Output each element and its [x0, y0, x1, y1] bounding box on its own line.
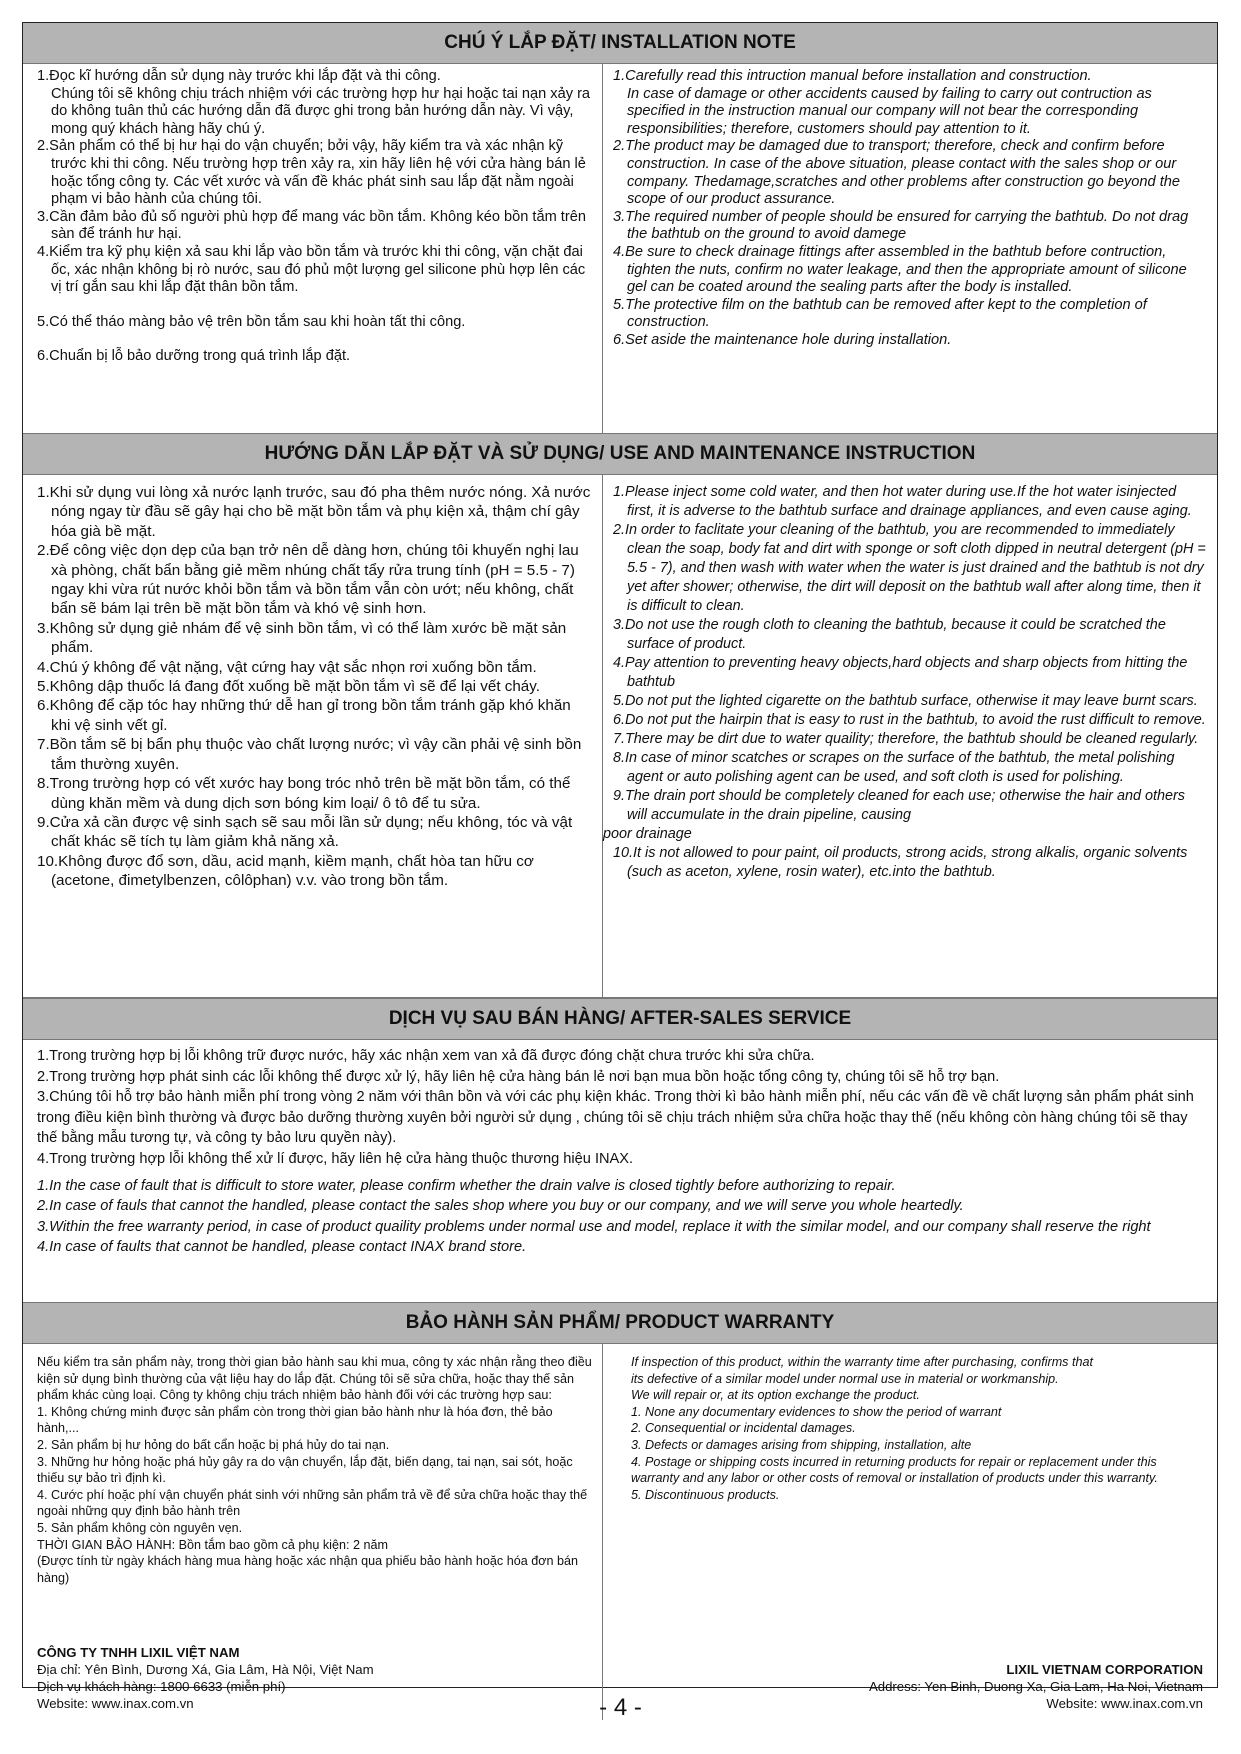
- service-vi-item: 1.Trong trường hợp bị lỗi không trữ được nước, hãy xác nhận xem van xả đã được đóng chặt chưa trước khi sửa chữa.: [37, 1048, 815, 1064]
- maintenance-en-item: 3.Do not use the rough cloth to cleaning the bathtub, because it could be scratched the surface of product.: [613, 617, 1166, 652]
- warranty-vi-item: 1. Không chứng minh được sản phẩm còn trong thời gian bảo hành như là hóa đơn, thẻ bảo hành,...: [37, 1404, 553, 1436]
- service-en-item: 4.In case of faults that cannot be handled, please contact INAX brand store.: [37, 1239, 527, 1256]
- warranty-section: [23, 1344, 1217, 1720]
- installation-en-item: 6.Set aside the maintenance hole during installation.: [613, 331, 952, 348]
- installation-en-item: 2.The product may be damaged due to transport; therefore, check and confirm before construction. In case of the above situation, please contact with the sales shop or our company. Thedamage,scratches and other problems after construction go beyond the scope of our product assurance.: [613, 138, 1180, 208]
- en-company-address: Address: Yen Binh, Duong Xa, Gia Lam, Ha Noi, Vietnam: [868, 1679, 1203, 1694]
- service-en-item: 3.Within the free warranty period, in case of product quaility problems under normal use and model, replace it with the similar model, and our company shall reserve the right: [37, 1218, 1151, 1235]
- maintenance-vi: [23, 475, 603, 997]
- installation-note-vi: [23, 64, 603, 433]
- maintenance-header: HƯỚNG DẪN LẮP ĐẶT VÀ SỬ DỤNG/ USE AND MAINTENANCE INSTRUCTION: [23, 434, 1217, 475]
- en-company-website: Website: www.inax.com.vn: [1046, 1696, 1203, 1711]
- maintenance-en-item: 5.Do not put the lighted cigarette on the bathtub surface, otherwise it may leave burnt scars.: [613, 693, 1198, 709]
- warranty-vi-item: 4. Cước phí hoặc phí vận chuyển phát sinh với những sản phẩm trả về để sửa chữa hoặc thay thế ngoài những quy định bảo hành trên: [37, 1487, 588, 1519]
- installation-vi-item: 2.Sản phẩm có thể bị hư hại do vận chuyển; bởi vậy, hãy kiểm tra và xác nhận kỹ trước khi thi công. Nếu trường hợp trên xảy ra, xin hãy liên hệ với cửa hàng bán lẻ hoặc tổng công ty. Các vết xước và vấn đề khác phát sinh sau lắp đặt nằm ngoài phạm vi bảo hành của chúng tôi.: [37, 138, 586, 208]
- installation-vi-item: 1.Đọc kĩ hướng dẫn sử dụng này trước khi lắp đặt và thi công.: [37, 68, 441, 84]
- warranty-note: (Được tính từ ngày khách hàng mua hàng hoặc xác nhận qua phiếu bảo hành hoặc hóa đơn bán hàng): [37, 1554, 579, 1585]
- warranty-en-item: 1. None any documentary evidences to show the period of warrant: [631, 1404, 1002, 1419]
- warranty-vi-item: 5. Sản phẩm không còn nguyên vẹn.: [37, 1520, 243, 1535]
- maintenance-en-item: 7.There may be dirt due to water quaility; therefore, the bathtub should be cleaned regularly.: [613, 731, 1199, 747]
- installation-vi-item: 3.Cần đảm bảo đủ số người phù hợp để mang vác bồn tắm. Không kéo bồn tắm trên sàn để tránh hư hại.: [37, 208, 586, 243]
- after-sales-section: [23, 1040, 1217, 1303]
- maintenance-vi-item: 6.Không để cặp tóc hay những thứ dễ han gỉ trong bồn tắm tránh gặp khó khăn khi vệ sinh vết gỉ.: [37, 697, 571, 734]
- service-vi-item: 4.Trong trường hợp lỗi không thể xử lí được, hãy liên hệ cửa hàng thuộc thương hiệu INAX.: [37, 1150, 634, 1167]
- installation-en-item: 3.The required number of people should be ensured for carrying the bathtub. Do not drag the bathtub on the ground to avoid damege: [613, 208, 1189, 243]
- warranty-en-intro: its defective of a similar model under normal use in material or workmanship.: [631, 1371, 1059, 1386]
- maintenance-vi-item: 3.Không sử dụng giẻ nhám để vệ sinh bồn tắm, vì có thể làm xước bề mặt sản phẩm.: [37, 619, 567, 657]
- en-company-name: LIXIL VIETNAM CORPORATION: [1006, 1662, 1203, 1677]
- manual-page: [22, 22, 1218, 1711]
- service-vi-item: 3.Chúng tôi hỗ trợ bảo hành miễn phí trong vòng 2 năm với thân bồn và với các phụ kiện khác. Trong thời kì bảo hành miễn phí, nếu các vấn đề về chất lượng sản phẩm phát sinh trong điều kiện bình thường và được bảo dưỡng thường xuyên bởi người sử dụng , chúng tôi sẽ chịu trách nhiệm sửa chữa hoặc thay thế (nếu không còn hàng chúng tôi sẽ thay thế bằng mẫu tương tự, và công ty bảo lưu quyền này).: [37, 1089, 1194, 1147]
- warranty-header: BẢO HÀNH SẢN PHẨM/ PRODUCT WARRANTY: [23, 1303, 1217, 1344]
- installation-note-header: CHÚ Ý LẮP ĐẶT/ INSTALLATION NOTE: [23, 23, 1217, 64]
- warranty-vi: [23, 1344, 603, 1720]
- warranty-en-intro: We will repair or, at its option exchange the product.: [631, 1388, 920, 1403]
- page-number: - 4 -: [599, 1694, 642, 1721]
- installation-vi-item: 5.Có thể tháo màng bảo vệ trên bồn tắm sau khi hoàn tất thi công.: [37, 313, 466, 330]
- maintenance-en-item: 1.Please inject some cold water, and then hot water during use.If the hot water isinjected first, it is adverse to the bathtub surface and drainage appliances, and even cause aging.: [613, 484, 1192, 519]
- service-vi-item: 2.Trong trường hợp phát sinh các lỗi không thể được xử lý, hãy liên hệ cửa hàng bán lẻ nơi bạn mua bồn hoặc tổng công ty, chúng tôi sẽ hỗ trợ bạn.: [37, 1068, 1000, 1085]
- after-sales-header: DỊCH VỤ SAU BÁN HÀNG/ AFTER-SALES SERVICE: [23, 998, 1217, 1040]
- installation-en-item: 4.Be sure to check drainage fittings after assembled in the bathtub before contruction, tighten the nuts, confirm no water leakage, and then the appropriate amount of silicone gel can be coated around the sealing parts after the body is installed.: [613, 243, 1187, 296]
- installation-note-section: [23, 64, 1217, 434]
- installation-en-item: 5.The protective film on the bathtub can be removed after kept to the completion of construction.: [613, 296, 1147, 331]
- maintenance-vi-item: 10.Không được đổ sơn, dầu, acid mạnh, kiềm mạnh, chất hòa tan hữu cơ (acetone, đimetylbenzen, côlôphan) v.v. vào trong bồn tắm.: [37, 852, 534, 890]
- vi-company-address: Địa chỉ: Yên Bình, Dương Xá, Gia Lâm, Hà Nội, Việt Nam: [37, 1662, 374, 1677]
- service-en-item: 2.In case of fauls that cannot the handled, please contact the sales shop where you buy or our company, and we will serve you whole heartedly.: [37, 1198, 964, 1215]
- warranty-en: [603, 1344, 1217, 1720]
- warranty-vi-item: 2. Sản phẩm bị hư hỏng do bất cẩn hoặc bị phá hủy do tai nạn.: [37, 1437, 390, 1452]
- vi-company-service: Dịch vụ khách hàng: 1800 6633 (miễn phí): [37, 1679, 286, 1694]
- maintenance-vi-item: 1.Khi sử dụng vui lòng xả nước lạnh trước, sau đó pha thêm nước nóng. Xả nước nóng ngay từ đầu sẽ gây hại cho bề mặt bồn tắm và phụ kiện xả, thậm chí gây hóa già bề mặt.: [37, 484, 591, 540]
- warranty-period: THỜI GIAN BẢO HÀNH: Bồn tắm bao gồm cả phụ kiện: 2 năm: [37, 1537, 388, 1552]
- maintenance-en-item: poor drainage: [603, 826, 692, 842]
- warranty-en-item: 5. Discontinuous products.: [631, 1487, 780, 1502]
- installation-vi-item: Chúng tôi sẽ không chịu trách nhiệm với các trường hợp hư hại hoặc tai nạn xảy ra do không tuân thủ các hướng dẫn đã được ghi trong bản hướng dẫn này. Vì vậy, mong quý khách hàng hãy chú ý.: [51, 85, 591, 137]
- service-en-item: 1.In the case of fault that is difficult to store water, please confirm whether the drain valve is closed tightly before authorizing to repair.: [37, 1177, 896, 1194]
- maintenance-en-item: 2.In order to faclitate your cleaning of the bathtub, you are recommended to immediately clean the soap, body fat and dirt with sponge or soft cloth dipped in neutral detergent (pH = 5.5 - 7), and then wash with water when the water is just drained and the bathtub is not dry yet after shower; otherwise, the dirt will deposit on the bathtub wall after along time, then it is difficult to clean.: [613, 522, 1206, 614]
- warranty-en-intro: If inspection of this product, within the warranty time after purchasing, confirms that: [631, 1355, 1093, 1369]
- maintenance-en-item: 6.Do not put the hairpin that is easy to rust in the bathtub, to avoid the rust difficult to remove.: [613, 712, 1206, 728]
- installation-en-item: 1.Carefully read this intruction manual before installation and construction.: [613, 68, 1092, 84]
- maintenance-vi-item: 4.Chú ý không để vật nặng, vật cứng hay vật sắc nhọn rơi xuống bồn tắm.: [37, 658, 537, 676]
- warranty-vi-intro: Nếu kiểm tra sản phẩm này, trong thời gian bảo hành sau khi mua, công ty xác nhận rằng theo điều kiện sử dụng bình thường của vật liệu hay do lắp đặt. Chúng tôi sẽ sửa chữa, hoặc thay thế sản phẩm khác cùng loại. Công ty không chịu trách nhiệm bảo hành đối với các trường hợp sau:: [37, 1355, 592, 1403]
- maintenance-vi-item: 5.Không dập thuốc lá đang đốt xuống bề mặt bồn tắm vì sẽ để lại vết cháy.: [37, 678, 540, 696]
- warranty-en-item: 4. Postage or shipping costs incurred in returning products for repair or replacement under this warranty and any labor or other costs of removal or installation of products under this warranty.: [631, 1454, 1158, 1486]
- installation-vi-item: 4.Kiểm tra kỹ phụ kiện xả sau khi lắp vào bồn tắm và trước khi thi công, vặn chặt đai ốc, xác nhận không bị rò nước, sau đó phủ một lượng gel silicone phù hợp lên các vị trí gắn sau khi lắp đặt thân bồn tắm.: [37, 243, 586, 296]
- maintenance-en: [603, 475, 1217, 997]
- maintenance-vi-item: 9.Cửa xả cần được vệ sinh sạch sẽ sau mỗi lần sử dụng; nếu không, tóc và vật chất khác sẽ tích tụ làm giảm khả năng xả.: [37, 813, 573, 851]
- installation-vi-item: 6.Chuẩn bị lỗ bảo dưỡng trong quá trình lắp đặt.: [37, 348, 351, 365]
- vi-company-name: CÔNG TY TNHH LIXIL VIỆT NAM: [37, 1645, 240, 1660]
- maintenance-vi-item: 7.Bồn tắm sẽ bị bẩn phụ thuộc vào chất lượng nước; vì vậy cần phải vệ sinh bồn tắm thường xuyên.: [37, 736, 582, 773]
- installation-en-item: In case of damage or other accidents caused by failing to carry out contruction as specified in the instruction manual our company will not bear the corresponding responsibilities; therefore, customers should pay attention to it.: [627, 85, 1152, 137]
- vi-company-website: Website: www.inax.com.vn: [37, 1696, 194, 1711]
- warranty-en-item: 2. Consequential or incidental damages.: [631, 1421, 856, 1436]
- maintenance-en-item: 9.The drain port should be completely cleaned for each use; otherwise the hair and others will accumulate in the drain pipeline, causing: [613, 788, 1185, 823]
- maintenance-en-item: 8.In case of minor scatches or scrapes on the surface of the bathtub, the metal polishing agent or auto polishing agent can be used, and soft cloth is used for polishing.: [613, 750, 1175, 785]
- installation-note-en: [603, 64, 1217, 433]
- warranty-en-item: 3. Defects or damages arising from shipping, installation, alte: [631, 1437, 972, 1452]
- maintenance-vi-item: 8.Trong trường hợp có vết xước hay bong tróc nhỏ trên bề mặt bồn tắm, có thể dùng khăn mềm và dung dịch sơn bóng kim loại/ ô tô để tu sửa.: [37, 775, 571, 812]
- warranty-vi-item: 3. Những hư hỏng hoặc phá hủy gây ra do vận chuyển, lắp đặt, biến dạng, tai nạn, sai sót, hoặc thiếu sự bảo trì định kì.: [37, 1454, 573, 1486]
- maintenance-vi-item: 2.Để công việc dọn dẹp của bạn trở nên dễ dàng hơn, chúng tôi khuyến nghị lau xà phòng, chất bẩn bằng giẻ mềm nhúng chất tẩy rửa trung tính (pH = 5.5 - 7) ngay khi vừa rút nước khỏi bồn tắm và bồn tắm vẫn còn ướt; nếu không, chất bẩn sẽ bám lại trên bề mặt bồn tắm và khó vệ sinh hơn.: [37, 542, 579, 618]
- maintenance-en-item: 10.It is not allowed to pour paint, oil products, strong acids, strong alkalis, organic solvents (such as aceton, xylene, rosin water), etc.into the bathtub.: [613, 845, 1188, 880]
- maintenance-en-item: 4.Pay attention to preventing heavy objects,hard objects and sharp objects from hitting the bathtub: [613, 655, 1188, 690]
- maintenance-section: [23, 475, 1217, 998]
